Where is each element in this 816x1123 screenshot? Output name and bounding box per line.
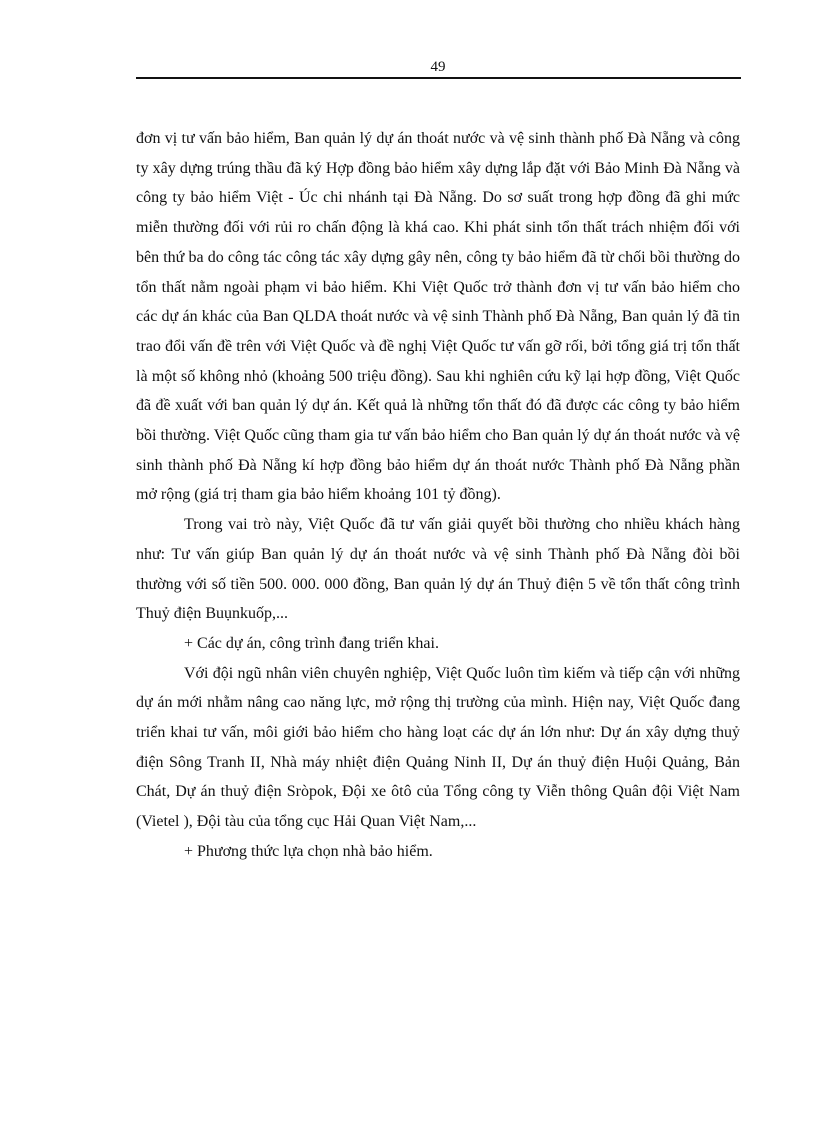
heading-ongoing-projects: + Các dự án, công trình đang triển khai. — [184, 634, 439, 652]
paragraph-insurance-consulting-case: đơn vị tư vấn bảo hiểm, Ban quản lý dự án thoát nước và vệ sinh thành phố Đà Nẵng và công ty xây dựng trúng thầu đã ký Hợp đồng bảo hiểm xây dựng lắp đặt với Bảo Minh Đà Nẵng và công ty bảo hiểm Việt - Úc chi nhánh tại Đà Nẵng. Do sơ suất trong hợp đồng đã ghi mức miễn thường đối với rủi ro chấn động là khá cao. Khi phát sinh tổn thất trách nhiệm đối với bên thứ ba do công tác công tác xây dựng gây nên, công ty bảo hiểm đã từ chối bồi thường do tổn thất nằm ngoài phạm vi bảo hiểm. Khi Việt Quốc trở thành đơn vị tư vấn bảo hiểm cho các dự án khác của Ban QLDA thoát nước và vệ sinh Thành phố Đà Nẵng, Ban quản lý đã tin trao đổi vấn đề trên với Việt Quốc và đề nghị Việt Quốc tư vấn gỡ rối, bởi tổng giá trị tổn thất là một số không nhỏ (khoảng 500 triệu đồng). Sau khi nghiên cứu kỹ lại hợp đồng, Việt Quốc đã đề xuất với ban quản lý dự án. Kết quả là những tổn thất đó đã được các công ty bảo hiểm bồi thường. Việt Quốc cũng tham gia tư vấn bảo hiểm cho Ban quản lý dự án thoát nước và vệ sinh thành phố Đà Nẵng kí hợp đồng bảo hiểm dự án thoát nước Thành phố Đà Nẵng phần mở rộng (giá trị tham gia bảo hiểm khoảng 101 tỷ đồng). — [136, 130, 740, 504]
document-body — [136, 124, 740, 867]
paragraph-claims-consulting: Trong vai trò này, Việt Quốc đã tư vấn giải quyết bồi thường cho nhiều khách hàng như: Tư vấn giúp Ban quản lý dự án thoát nước và vệ sinh Thành phố Đà Nẵng đòi bồi thường với số tiền 500. 000. 000 đồng, Ban quản lý dự án Thuỷ điện 5 về tổn thất công trình Thuỷ điện Buụnkuốp,... — [136, 516, 740, 623]
paragraph-ongoing-projects: Với đội ngũ nhân viên chuyên nghiệp, Việt Quốc luôn tìm kiếm và tiếp cận với những dự án mới nhằm nâng cao năng lực, mở rộng thị trường của mình. Hiện nay, Việt Quốc đang triển khai tư vấn, môi giới bảo hiểm cho hàng loạt các dự án lớn như: Dự án xây dựng thuỷ điện Sông Tranh II, Nhà máy nhiệt điện Quảng Ninh II, Dự án thuỷ điện Huội Quảng, Bản Chát, Dự án thuỷ điện Sròpok, Đội xe ôtô của Tổng công ty Viễn thông Quân đội Việt Nam (Vietel ), Đội tàu của tổng cục Hải Quan Việt Nam,... — [136, 664, 740, 831]
page-number: 49 — [430, 59, 446, 75]
heading-insurer-selection: + Phương thức lựa chọn nhà bảo hiểm. — [184, 842, 433, 860]
header-rule — [136, 77, 741, 79]
